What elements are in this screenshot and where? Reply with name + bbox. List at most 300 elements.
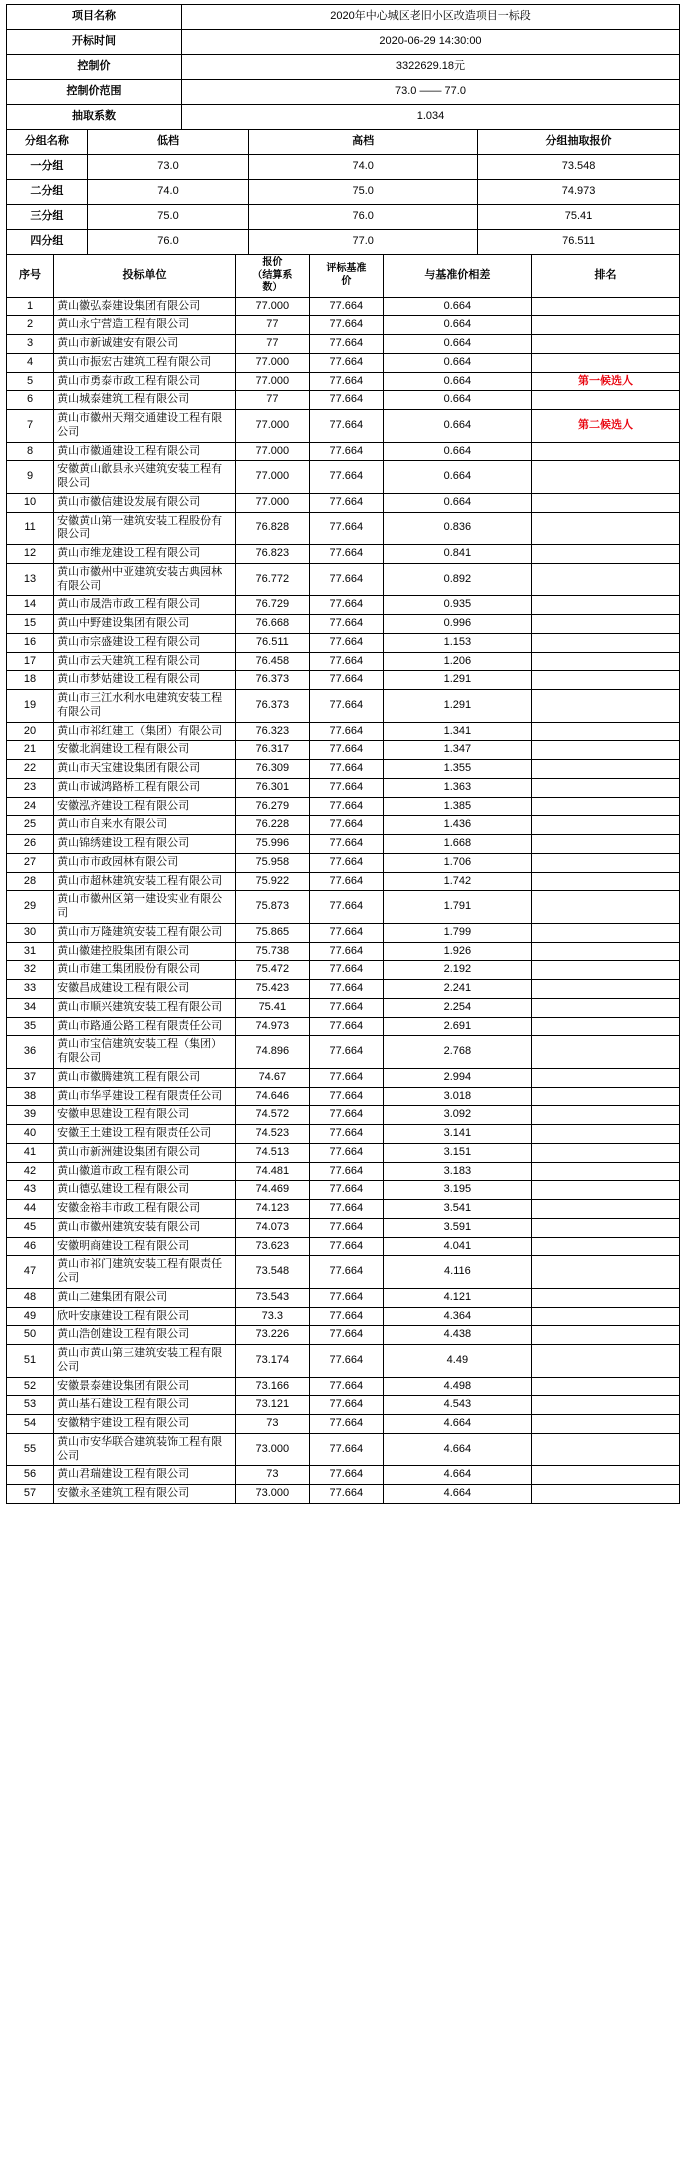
row-bidder-unit: 黄山市路通公路工程有限责任公司 <box>54 1017 236 1036</box>
row-diff: 4.498 <box>383 1377 531 1396</box>
row-no: 51 <box>7 1345 54 1378</box>
row-diff: 0.664 <box>383 297 531 316</box>
row-base-price: 77.664 <box>309 980 383 999</box>
row-bidder-unit: 黄山市宗盛建设工程有限公司 <box>54 633 236 652</box>
row-price: 74.896 <box>235 1036 309 1069</box>
row-base-price: 77.664 <box>309 1256 383 1289</box>
group-header-row <box>7 130 680 155</box>
row-base-price: 77.664 <box>309 353 383 372</box>
table-row <box>7 760 680 779</box>
row-price: 76.668 <box>235 615 309 634</box>
row-bidder-unit: 安徽黄山歙县永兴建筑安装工程有限公司 <box>54 461 236 494</box>
row-no: 4 <box>7 353 54 372</box>
group-pick: 73.548 <box>478 155 680 180</box>
row-diff: 2.241 <box>383 980 531 999</box>
summary-label: 控制价范围 <box>7 80 182 105</box>
row-no: 21 <box>7 741 54 760</box>
row-price: 76.373 <box>235 690 309 723</box>
summary-label: 项目名称 <box>7 5 182 30</box>
row-diff: 4.438 <box>383 1326 531 1345</box>
row-no: 31 <box>7 942 54 961</box>
row-price: 77 <box>235 316 309 335</box>
row-rank <box>531 563 679 596</box>
row-diff: 0.935 <box>383 596 531 615</box>
row-base-price: 77.664 <box>309 778 383 797</box>
row-price: 73.121 <box>235 1396 309 1415</box>
row-no: 36 <box>7 1036 54 1069</box>
row-diff: 3.151 <box>383 1143 531 1162</box>
row-price: 74.67 <box>235 1068 309 1087</box>
summary-row <box>7 55 680 80</box>
row-price: 73.3 <box>235 1307 309 1326</box>
row-rank <box>531 545 679 564</box>
summary-label: 控制价 <box>7 55 182 80</box>
group-pick: 75.41 <box>478 205 680 230</box>
row-bidder-unit: 黄山市三江水利水电建筑安装工程有限公司 <box>54 690 236 723</box>
table-row <box>7 778 680 797</box>
col-price-line1: 报价 <box>262 257 283 268</box>
row-price: 77.000 <box>235 353 309 372</box>
row-diff: 4.041 <box>383 1237 531 1256</box>
row-no: 42 <box>7 1162 54 1181</box>
table-row <box>7 633 680 652</box>
row-no: 27 <box>7 853 54 872</box>
summary-value: 2020年中心城区老旧小区改造项目一标段 <box>181 5 679 30</box>
row-base-price: 77.664 <box>309 961 383 980</box>
row-base-price: 77.664 <box>309 872 383 891</box>
row-diff: 1.706 <box>383 853 531 872</box>
row-price: 73.166 <box>235 1377 309 1396</box>
row-rank <box>531 741 679 760</box>
table-row <box>7 835 680 854</box>
row-no: 47 <box>7 1256 54 1289</box>
table-row <box>7 872 680 891</box>
row-bidder-unit: 黄山市建工集团股份有限公司 <box>54 961 236 980</box>
row-rank <box>531 671 679 690</box>
row-bidder-unit: 黄山基石建设工程有限公司 <box>54 1396 236 1415</box>
row-rank <box>531 1415 679 1434</box>
row-no: 24 <box>7 797 54 816</box>
row-diff: 2.691 <box>383 1017 531 1036</box>
row-bidder-unit: 安徽北润建设工程有限公司 <box>54 741 236 760</box>
row-base-price: 77.664 <box>309 1181 383 1200</box>
row-no: 10 <box>7 493 54 512</box>
group-header-cell: 低档 <box>87 130 249 155</box>
row-rank <box>531 961 679 980</box>
row-no: 33 <box>7 980 54 999</box>
row-no: 44 <box>7 1200 54 1219</box>
table-row <box>7 1307 680 1326</box>
row-rank <box>531 1036 679 1069</box>
row-rank <box>531 980 679 999</box>
row-no: 25 <box>7 816 54 835</box>
table-row <box>7 1433 680 1466</box>
row-rank <box>531 1068 679 1087</box>
row-rank <box>531 872 679 891</box>
group-low: 75.0 <box>87 205 249 230</box>
row-bidder-unit: 欣叶安康建设工程有限公司 <box>54 1307 236 1326</box>
row-diff: 4.664 <box>383 1433 531 1466</box>
row-base-price: 77.664 <box>309 1017 383 1036</box>
table-row <box>7 615 680 634</box>
row-diff: 0.664 <box>383 442 531 461</box>
table-row <box>7 722 680 741</box>
row-diff: 1.742 <box>383 872 531 891</box>
row-price: 76.373 <box>235 671 309 690</box>
table-row <box>7 652 680 671</box>
row-no: 26 <box>7 835 54 854</box>
row-no: 13 <box>7 563 54 596</box>
row-diff: 0.664 <box>383 316 531 335</box>
row-no: 12 <box>7 545 54 564</box>
row-price: 74.646 <box>235 1087 309 1106</box>
row-diff: 3.018 <box>383 1087 531 1106</box>
row-bidder-unit: 黄山君瑞建设工程有限公司 <box>54 1466 236 1485</box>
row-no: 14 <box>7 596 54 615</box>
row-rank <box>531 891 679 924</box>
row-rank <box>531 442 679 461</box>
row-price: 74.123 <box>235 1200 309 1219</box>
row-no: 1 <box>7 297 54 316</box>
summary-value: 1.034 <box>181 105 679 130</box>
row-diff: 1.385 <box>383 797 531 816</box>
row-price: 75.472 <box>235 961 309 980</box>
row-base-price: 77.664 <box>309 1396 383 1415</box>
row-rank <box>531 1466 679 1485</box>
row-rank <box>531 1162 679 1181</box>
row-bidder-unit: 黄山徽建控股集团有限公司 <box>54 942 236 961</box>
row-base-price: 77.664 <box>309 1200 383 1219</box>
table-row <box>7 1288 680 1307</box>
row-bidder-unit: 黄山市顺兴建筑安装工程有限公司 <box>54 998 236 1017</box>
row-diff: 1.153 <box>383 633 531 652</box>
row-no: 18 <box>7 671 54 690</box>
row-diff: 0.996 <box>383 615 531 634</box>
row-diff: 4.664 <box>383 1466 531 1485</box>
row-bidder-unit: 黄山浩创建设工程有限公司 <box>54 1326 236 1345</box>
row-no: 39 <box>7 1106 54 1125</box>
row-rank <box>531 391 679 410</box>
row-price: 73.226 <box>235 1326 309 1345</box>
row-rank <box>531 633 679 652</box>
table-row <box>7 1326 680 1345</box>
summary-value: 73.0 —— 77.0 <box>181 80 679 105</box>
table-row <box>7 1106 680 1125</box>
row-bidder-unit: 安徽黄山第一建筑安装工程股份有限公司 <box>54 512 236 545</box>
row-rank <box>531 512 679 545</box>
row-diff: 4.543 <box>383 1396 531 1415</box>
row-price: 75.41 <box>235 998 309 1017</box>
row-bidder-unit: 黄山永宁营造工程有限公司 <box>54 316 236 335</box>
row-price: 75.738 <box>235 942 309 961</box>
row-no: 3 <box>7 335 54 354</box>
table-row <box>7 353 680 372</box>
row-diff: 3.141 <box>383 1125 531 1144</box>
row-diff: 4.49 <box>383 1345 531 1378</box>
row-price: 76.317 <box>235 741 309 760</box>
row-price: 77.000 <box>235 442 309 461</box>
row-diff: 2.192 <box>383 961 531 980</box>
summary-value: 3322629.18元 <box>181 55 679 80</box>
row-bidder-unit: 安徽申思建设工程有限公司 <box>54 1106 236 1125</box>
row-no: 20 <box>7 722 54 741</box>
table-row <box>7 923 680 942</box>
table-row <box>7 1143 680 1162</box>
row-rank <box>531 493 679 512</box>
row-price: 76.228 <box>235 816 309 835</box>
row-bidder-unit: 安徽永圣建筑工程有限公司 <box>54 1485 236 1504</box>
row-base-price: 77.664 <box>309 633 383 652</box>
row-bidder-unit: 安徽泓齐建设工程有限公司 <box>54 797 236 816</box>
row-base-price: 77.664 <box>309 835 383 854</box>
group-low: 74.0 <box>87 180 249 205</box>
row-no: 8 <box>7 442 54 461</box>
col-no: 序号 <box>7 255 54 298</box>
row-rank <box>531 778 679 797</box>
row-base-price: 77.664 <box>309 1068 383 1087</box>
table-row <box>7 1396 680 1415</box>
row-rank <box>531 1200 679 1219</box>
row-no: 2 <box>7 316 54 335</box>
row-bidder-unit: 安徽明商建设工程有限公司 <box>54 1237 236 1256</box>
row-rank <box>531 1125 679 1144</box>
row-rank <box>531 1433 679 1466</box>
table-row <box>7 545 680 564</box>
row-price: 76.323 <box>235 722 309 741</box>
row-base-price: 77.664 <box>309 1087 383 1106</box>
table-row <box>7 671 680 690</box>
group-name: 四分组 <box>7 230 88 255</box>
row-bidder-unit: 黄山市徽腾建筑工程有限公司 <box>54 1068 236 1087</box>
row-bidder-unit: 黄山市徽信建设发展有限公司 <box>54 493 236 512</box>
row-diff: 1.291 <box>383 690 531 723</box>
row-rank <box>531 596 679 615</box>
row-bidder-unit: 黄山市祁门建筑安装工程有限责任公司 <box>54 1256 236 1289</box>
row-price: 76.511 <box>235 633 309 652</box>
row-price: 74.469 <box>235 1181 309 1200</box>
row-bidder-unit: 黄山市云天建筑工程有限公司 <box>54 652 236 671</box>
row-base-price: 77.664 <box>309 722 383 741</box>
row-bidder-unit: 黄山锦绣建设工程有限公司 <box>54 835 236 854</box>
row-base-price: 77.664 <box>309 545 383 564</box>
row-rank: 第一候选人 <box>531 372 679 391</box>
col-rank: 排名 <box>531 255 679 298</box>
row-diff: 0.664 <box>383 391 531 410</box>
row-no: 35 <box>7 1017 54 1036</box>
row-base-price: 77.664 <box>309 316 383 335</box>
row-base-price: 77.664 <box>309 923 383 942</box>
row-diff: 1.355 <box>383 760 531 779</box>
row-diff: 1.347 <box>383 741 531 760</box>
row-price: 76.828 <box>235 512 309 545</box>
table-row <box>7 1068 680 1087</box>
row-diff: 4.664 <box>383 1415 531 1434</box>
row-price: 76.279 <box>235 797 309 816</box>
row-price: 77 <box>235 335 309 354</box>
row-base-price: 77.664 <box>309 1485 383 1504</box>
row-diff: 2.994 <box>383 1068 531 1087</box>
row-rank <box>531 1288 679 1307</box>
row-bidder-unit: 黄山市晟浩市政工程有限公司 <box>54 596 236 615</box>
row-price: 77 <box>235 391 309 410</box>
col-price <box>235 255 309 298</box>
row-rank: 第二候选人 <box>531 410 679 443</box>
row-base-price: 77.664 <box>309 1326 383 1345</box>
row-base-price: 77.664 <box>309 1466 383 1485</box>
row-base-price: 77.664 <box>309 1036 383 1069</box>
row-no: 23 <box>7 778 54 797</box>
row-base-price: 77.664 <box>309 853 383 872</box>
row-bidder-unit: 黄山市徽州中亚建筑安装古典园林有限公司 <box>54 563 236 596</box>
row-diff: 0.892 <box>383 563 531 596</box>
row-price: 74.481 <box>235 1162 309 1181</box>
row-price: 77.000 <box>235 297 309 316</box>
table-row <box>7 853 680 872</box>
row-bidder-unit: 安徽金裕丰市政工程有限公司 <box>54 1200 236 1219</box>
group-pick: 76.511 <box>478 230 680 255</box>
table-row <box>7 461 680 494</box>
summary-row <box>7 80 680 105</box>
row-bidder-unit: 安徽景泰建设集团有限公司 <box>54 1377 236 1396</box>
row-rank <box>531 1181 679 1200</box>
row-no: 45 <box>7 1218 54 1237</box>
summary-table <box>6 4 680 130</box>
row-rank <box>531 923 679 942</box>
row-base-price: 77.664 <box>309 690 383 723</box>
table-row <box>7 1485 680 1504</box>
row-price: 74.572 <box>235 1106 309 1125</box>
group-high: 76.0 <box>249 205 478 230</box>
row-rank <box>531 1143 679 1162</box>
table-row <box>7 1125 680 1144</box>
row-no: 43 <box>7 1181 54 1200</box>
row-price: 74.513 <box>235 1143 309 1162</box>
table-row <box>7 1415 680 1434</box>
row-base-price: 77.664 <box>309 442 383 461</box>
row-rank <box>531 853 679 872</box>
row-diff: 3.541 <box>383 1200 531 1219</box>
row-diff: 1.363 <box>383 778 531 797</box>
row-rank <box>531 461 679 494</box>
row-rank <box>531 835 679 854</box>
row-rank <box>531 1017 679 1036</box>
row-diff: 0.664 <box>383 335 531 354</box>
summary-row <box>7 30 680 55</box>
row-no: 7 <box>7 410 54 443</box>
row-rank <box>531 760 679 779</box>
row-diff: 4.121 <box>383 1288 531 1307</box>
row-base-price: 77.664 <box>309 410 383 443</box>
col-diff: 与基准价相差 <box>383 255 531 298</box>
row-rank <box>531 1345 679 1378</box>
row-base-price: 77.664 <box>309 998 383 1017</box>
row-bidder-unit: 黄山市徽州天翔交通建设工程有限公司 <box>54 410 236 443</box>
row-bidder-unit: 黄山中野建设集团有限公司 <box>54 615 236 634</box>
row-price: 75.958 <box>235 853 309 872</box>
row-base-price: 77.664 <box>309 797 383 816</box>
col-unit: 投标单位 <box>54 255 236 298</box>
row-diff: 4.364 <box>383 1307 531 1326</box>
row-price: 76.458 <box>235 652 309 671</box>
group-header-cell: 分组名称 <box>7 130 88 155</box>
group-name: 一分组 <box>7 155 88 180</box>
table-row <box>7 797 680 816</box>
col-price-line3: 数） <box>262 282 283 293</box>
row-no: 57 <box>7 1485 54 1504</box>
row-base-price: 77.664 <box>309 391 383 410</box>
row-base-price: 77.664 <box>309 1433 383 1466</box>
row-bidder-unit: 黄山市勇泰市政工程有限公司 <box>54 372 236 391</box>
row-no: 48 <box>7 1288 54 1307</box>
table-row <box>7 1017 680 1036</box>
col-base-line2: 价 <box>341 275 352 287</box>
row-bidder-unit: 黄山市宝信建筑安装工程（集团）有限公司 <box>54 1036 236 1069</box>
row-bidder-unit: 黄山市安华联合建筑装饰工程有限公司 <box>54 1433 236 1466</box>
table-row <box>7 596 680 615</box>
row-base-price: 77.664 <box>309 1162 383 1181</box>
row-price: 74.973 <box>235 1017 309 1036</box>
row-base-price: 77.664 <box>309 671 383 690</box>
row-rank <box>531 1218 679 1237</box>
row-rank <box>531 690 679 723</box>
row-bidder-unit: 黄山市市政园林有限公司 <box>54 853 236 872</box>
row-price: 76.309 <box>235 760 309 779</box>
table-row <box>7 297 680 316</box>
row-diff: 3.195 <box>383 1181 531 1200</box>
row-base-price: 77.664 <box>309 1288 383 1307</box>
row-base-price: 77.664 <box>309 816 383 835</box>
row-no: 38 <box>7 1087 54 1106</box>
row-diff: 4.664 <box>383 1485 531 1504</box>
group-row <box>7 230 680 255</box>
row-no: 54 <box>7 1415 54 1434</box>
row-price: 77.000 <box>235 461 309 494</box>
row-bidder-unit: 黄山市华孚建设工程有限责任公司 <box>54 1087 236 1106</box>
group-high: 75.0 <box>249 180 478 205</box>
table-row <box>7 335 680 354</box>
row-bidder-unit: 安徽王土建设工程有限责任公司 <box>54 1125 236 1144</box>
row-bidder-unit: 黄山市万隆建筑安装工程有限公司 <box>54 923 236 942</box>
summary-label: 开标时间 <box>7 30 182 55</box>
row-price: 73.623 <box>235 1237 309 1256</box>
group-high: 74.0 <box>249 155 478 180</box>
row-price: 73.000 <box>235 1485 309 1504</box>
row-price: 74.523 <box>235 1125 309 1144</box>
row-price: 73 <box>235 1466 309 1485</box>
row-price: 73.000 <box>235 1433 309 1466</box>
summary-row <box>7 5 680 30</box>
table-row <box>7 1345 680 1378</box>
row-base-price: 77.664 <box>309 1237 383 1256</box>
row-diff: 1.799 <box>383 923 531 942</box>
summary-row <box>7 105 680 130</box>
row-base-price: 77.664 <box>309 1345 383 1378</box>
col-base-line1: 评标基准 <box>326 263 367 275</box>
group-table <box>6 129 680 255</box>
row-bidder-unit: 黄山市超林建筑安装工程有限公司 <box>54 872 236 891</box>
table-row <box>7 942 680 961</box>
bid-list-header-row <box>7 255 680 298</box>
row-diff: 0.664 <box>383 353 531 372</box>
row-no: 29 <box>7 891 54 924</box>
group-low: 73.0 <box>87 155 249 180</box>
row-diff: 0.664 <box>383 493 531 512</box>
row-bidder-unit: 黄山市新洲建设集团有限公司 <box>54 1143 236 1162</box>
table-row <box>7 1218 680 1237</box>
row-bidder-unit: 黄山市天宝建设集团有限公司 <box>54 760 236 779</box>
row-bidder-unit: 黄山市黄山第三建筑安装工程有限公司 <box>54 1345 236 1378</box>
row-base-price: 77.664 <box>309 1143 383 1162</box>
